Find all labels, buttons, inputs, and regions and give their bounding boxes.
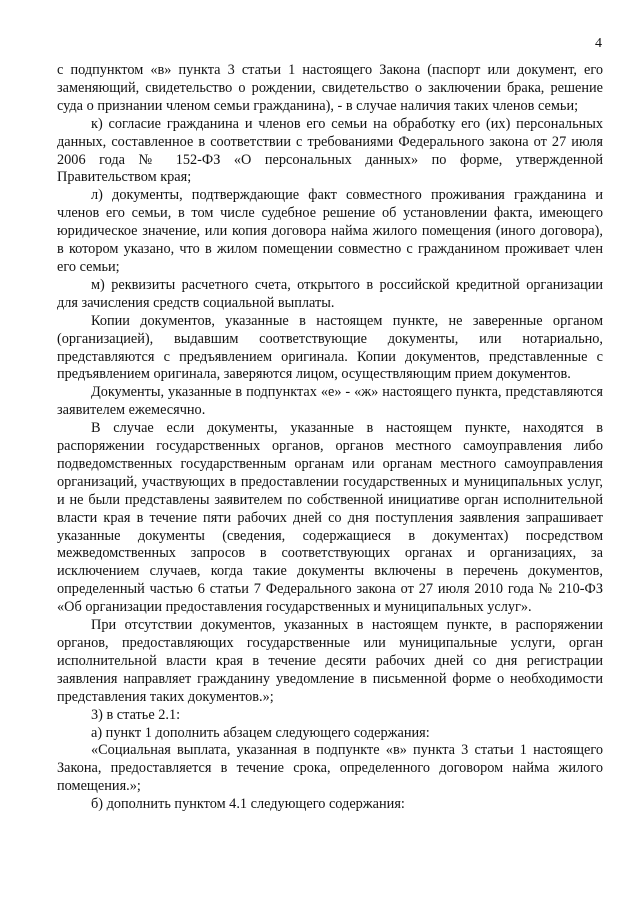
paragraph-notification: При отсутствии документов, указанных в настоящем пункте, в распоряжении органов, предоставляющих государственные или муниципальные услуги, орган исполнительной власти края в течение десяти рабочих дней со дня регистрации заявления направляет гражданину уведомление в письменной форме о необходимости представления таких документов.»;: [57, 617, 603, 705]
paragraph-continuation: с подпунктом «в» пункта 3 статьи 1 настоящего Закона (паспорт или документ, его заменяющий, свидетельство о рождении, свидетельство о заключении брака, решение суда о признании членом семьи гражданина), - в случае наличия таких членов семьи;: [57, 62, 603, 114]
paragraph-monthly-docs: Документы, указанные в подпунктах «е» - «ж» настоящего пункта, представляются заявителем ежемесячно.: [57, 384, 603, 419]
paragraph-copies: Копии документов, указанные в настоящем пункте, не заверенные органом (организацией), выдавшим соответствующие документы, или нотариально, представляются с предъявлением оригинала. Копии документов, представленные с предъявлением оригинала, заверяются лицом, осуществляющим прием документов.: [57, 312, 603, 383]
paragraph-item-m: м) реквизиты расчетного счета, открытого в российской кредитной организации для зачисления средств социальной выплаты.: [57, 276, 603, 311]
paragraph-quoted-addition: «Социальная выплата, указанная в подпункте «в» пункта 3 статьи 1 настоящего Закона, предоставляется в течение срока, определенного договором найма жилого помещения.»;: [57, 742, 603, 795]
paragraph-article-2-1: 3) в статье 2.1:: [91, 706, 181, 723]
paragraph-interagency-requests: В случае если документы, указанные в настоящем пункте, находятся в распоряжении государственных органов, органов местного самоуправления либо подведомственных государственным органам или органам местного самоуправления организаций, участвующих в предоставлении государственных и муниципальных услуг, и не были представлены заявителем по собственной инициативе орган исполнительной власти края в течение пяти рабочих дней со дня поступления заявления запрашивает указанные документы (сведения, содержащиеся в документах) посредством межведомственных запросов в соответствующих органах и организациях, за исключением случаев, когда такие документы включены в перечень документов, определенный частью 6 статьи 7 Федерального закона от 27 июля 2010 года № 210-ФЗ «Об организации предоставления государственных и муниципальных услуг».: [57, 420, 603, 616]
paragraph-item-k: к) согласие гражданина и членов его семьи на обработку его (их) персональных данных, составленное в соответствии с требованиями Федерального закона от 27 июля 2006 года № 152-ФЗ «О персональных данных» по форме, утвержденной Правительством края;: [57, 115, 603, 186]
paragraph-item-l: л) документы, подтверждающие факт совместного проживания гражданина и членов его семьи, в том числе судебное решение об установлении факта, имеющего юридическое значение, или копия договора найма жилого помещения (иного договора), в котором указано, что в жилом помещении совместно с гражданином проживает член его семьи;: [57, 187, 603, 275]
page-number: 4: [595, 36, 602, 51]
paragraph-point-b: б) дополнить пунктом 4.1 следующего содержания:: [91, 796, 405, 813]
document-body: [57, 62, 603, 814]
paragraph-point-a: а) пункт 1 дополнить абзацем следующего содержания:: [91, 724, 430, 741]
